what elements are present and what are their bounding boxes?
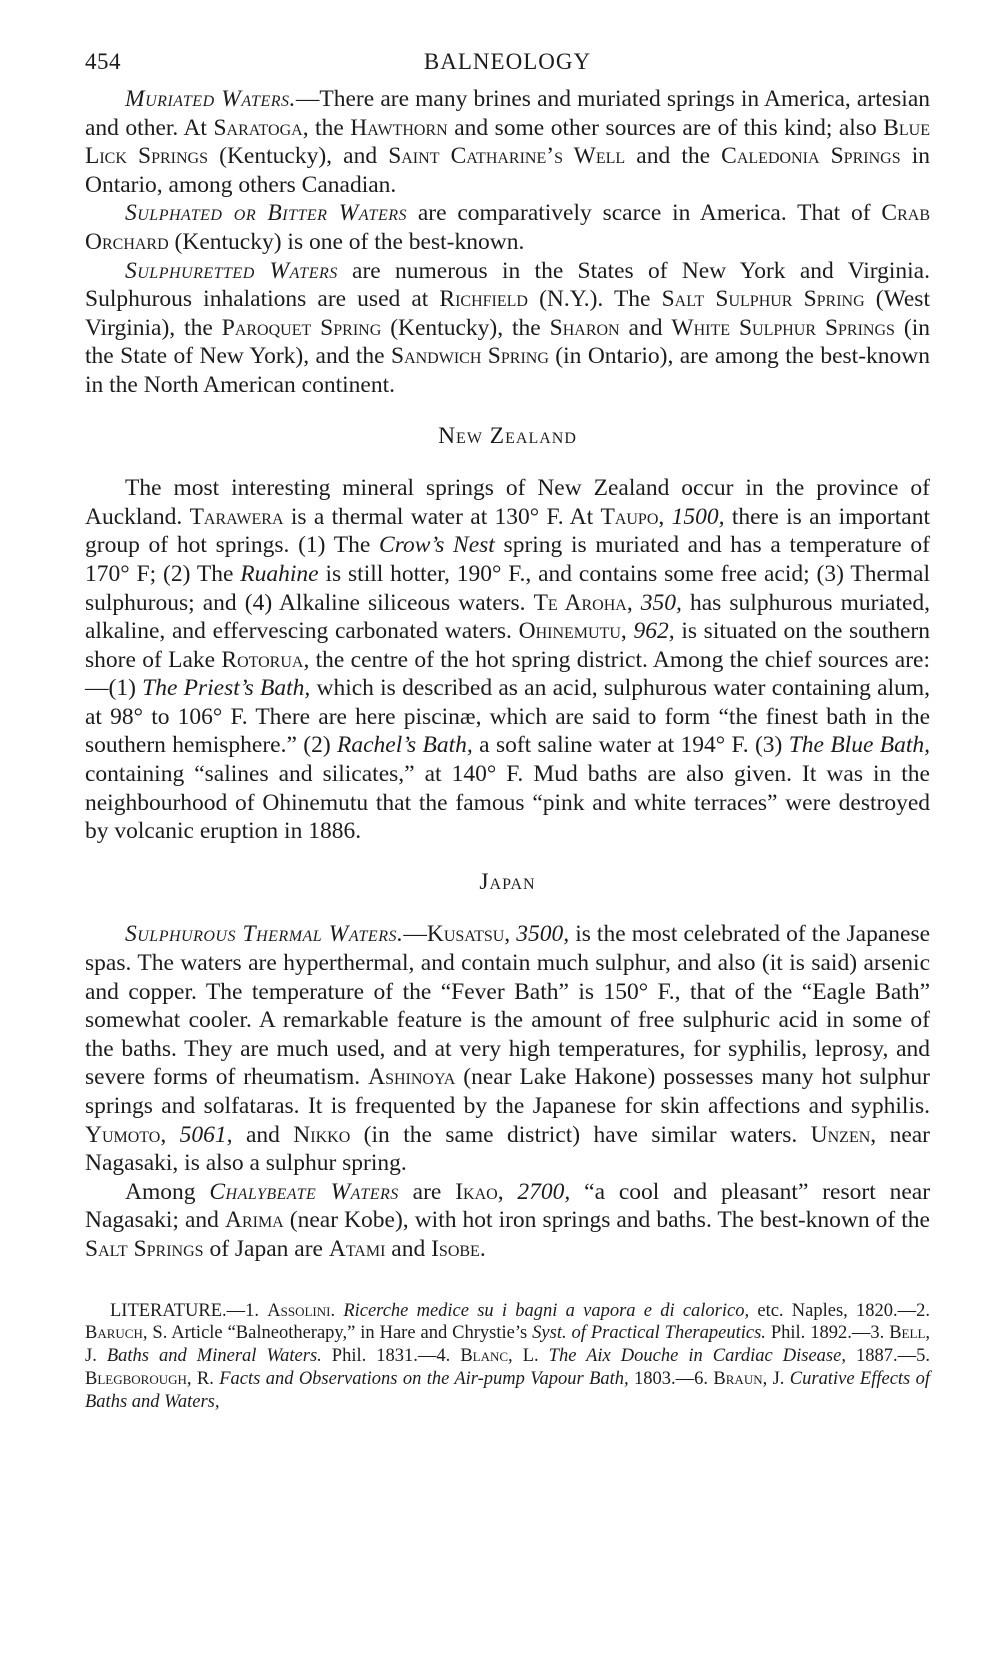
place-crab-orchard: Crab Orchard <box>85 200 930 255</box>
text-run: (near Kobe), with hot iron springs and baths. The best-known of the <box>283 1207 930 1234</box>
text-run: , <box>160 1121 180 1148</box>
place-white-sulphur-springs: White Sulphur Springs <box>671 314 895 341</box>
place-hawthorn: Hawthorn <box>350 114 448 141</box>
text-run: (in the same district) have similar waters. <box>350 1121 811 1148</box>
text-run: , <box>497 1178 518 1205</box>
title-blegborough: Facts and Observations on the Air-pump Vapour Bath, <box>219 1368 629 1389</box>
spring-blue-bath: The Blue Bath, <box>788 732 930 759</box>
text-run: are <box>398 1178 456 1205</box>
text-run: Article “Balneotherapy,” in Hare and Chrystie’s <box>167 1323 533 1344</box>
title-bell: Baths and Mineral Waters. <box>106 1346 322 1367</box>
text-run: (in Ontario), are among the best-known in the North American continent. <box>85 343 930 398</box>
section-heading-japan: Japan <box>479 868 536 895</box>
place-yumoto: Yumoto <box>85 1121 161 1148</box>
paragraph-muriated-waters <box>85 85 930 199</box>
title-assolini: Ricerche medice su i bagni a vapora e di calorico, <box>343 1300 750 1321</box>
text-run: . <box>479 1235 486 1262</box>
title-baruch: Syst. of Practical Therapeutics. <box>532 1323 766 1344</box>
paragraph-japan-chalybeate <box>85 1178 930 1264</box>
text-run: Phil. 1892.—3. <box>765 1323 890 1344</box>
place-te-aroha: Te Aroha <box>533 589 627 616</box>
place-saint-catharines-well: Saint Catharine’s Well <box>388 143 626 170</box>
place-blue-lick-springs: Blue Lick Springs <box>85 114 930 170</box>
running-title: BALNEOLOGY <box>423 49 592 74</box>
text-run: (Kentucky), the <box>381 314 550 341</box>
text-run: a soft saline water at 194° F. (3) <box>472 732 789 759</box>
place-saratoga: Saratoga <box>213 114 303 141</box>
title-blanc: The Aix Douche in Cardiac Disease, <box>548 1346 846 1367</box>
text-run: and the <box>625 143 722 170</box>
text-run: has sulphurous muriated, alkaline, and effervescing carbonated waters. <box>85 589 931 645</box>
spring-rachels-bath: Rachel’s Bath, <box>337 732 473 759</box>
text-run: (West Virginia), the <box>85 286 930 341</box>
literature-label: LITERATURE. <box>110 1300 227 1321</box>
author-blegborough: Blegborough, R. <box>85 1368 214 1389</box>
altitude-taupo: 1500, <box>671 503 725 530</box>
altitude-ikao: 2700, <box>517 1178 571 1205</box>
place-rotorua: Rotorua <box>221 646 304 673</box>
text-run: (Kentucky), and <box>208 143 389 170</box>
text-run: is a thermal water at 130° F. At <box>283 503 601 530</box>
lead-in-sulphated-waters: Sulphated or Bitter Waters <box>125 200 407 227</box>
author-bell: Bell, J. <box>85 1323 931 1367</box>
author-baruch: Baruch, S. <box>85 1323 168 1344</box>
text-run: — <box>403 921 427 948</box>
paragraph-new-zealand <box>85 474 930 846</box>
text-run: 1887.—5. <box>845 1346 930 1367</box>
text-run: , the centre of the hot spring district. Among the chief sources are:—(1) <box>85 646 930 702</box>
place-kusatsu: Kusatsu <box>426 921 505 948</box>
lead-in-chalybeate-waters: Chalybeate Waters <box>209 1178 399 1205</box>
text-run: etc. Naples, 1820.—2. <box>749 1300 931 1321</box>
text-run: Phil. 1831.—4. <box>321 1346 461 1367</box>
text-run: is the most celebrated of the Japanese spas. The waters are hyperthermal, and contain much sulphur, and also (it is said) arsenic and copper. The temperature of the “Fever Bath” is 150° F., that of the “Eagle Bath” somewhat cooler. A remarkable feature is the amount of free sulphuric acid in some of the baths. They are much used, and at very high temperatures, for syphilis, leprosy, and severe forms of rheumatism. <box>85 921 931 1091</box>
author-assolini: Assolini. <box>267 1300 336 1321</box>
text-run: spring is muriated and has a temperature of 170° F; (2) The <box>85 532 931 587</box>
text-run: , <box>658 503 672 530</box>
text-run: and <box>619 314 672 341</box>
literature-section <box>85 1300 930 1414</box>
place-isobe: Isobe <box>431 1235 480 1262</box>
altitude-yumoto: 5061, <box>179 1121 233 1148</box>
place-sharon: Sharon <box>549 314 620 341</box>
section-heading-new-zealand: New Zealand <box>438 422 577 449</box>
text-run: which is described as an acid, sulphurous water containing alum, at 98° to 106° F. There are here piscinæ, which are said to form “the finest bath in the southern hemisphere.” (2) <box>85 675 930 759</box>
place-tarawera: Tarawera <box>189 503 284 530</box>
place-ohinemutu: Ohinemutu <box>518 618 621 645</box>
text-run: and some other sources are of this kind; also <box>447 114 884 141</box>
place-sandwich-spring: Sandwich Spring <box>391 343 549 370</box>
place-taupo: Taupo <box>600 503 659 530</box>
text-run: is still hotter, 190° F., and contains some free acid; (3) Thermal sulphurous; and (4) Alkaline siliceous waters. <box>85 560 930 616</box>
text-run: 1803.—6. <box>628 1368 714 1389</box>
text-run: Among <box>125 1178 210 1205</box>
place-arima: Arima <box>224 1207 284 1234</box>
text-run: are comparatively scarce in America. That of <box>407 200 882 227</box>
text-run: is situated on the southern shore of Lake <box>85 618 930 673</box>
text-run: (near Lake Hakone) possesses many hot sulphur springs and solfataras. It is frequented by the Japanese for skin affections and syphilis. <box>85 1064 930 1119</box>
text-run: (in the State of New York), and the <box>85 314 930 370</box>
place-atami: Atami <box>328 1235 386 1262</box>
text-run <box>539 1346 549 1366</box>
place-caledonia-springs: Caledonia Springs <box>721 143 901 170</box>
text-run: The most interesting mineral springs of New Zealand occur in the province of Auckland. <box>85 475 930 530</box>
text-run: , <box>620 618 634 645</box>
literature-paragraph <box>85 1300 930 1414</box>
text-run: , the <box>302 114 351 141</box>
altitude-te-aroha: 350, <box>640 589 682 616</box>
paragraph-sulphated-waters <box>85 199 930 256</box>
text-run: there is an important group of hot springs. (1) The <box>85 503 930 559</box>
text-run: —1. <box>226 1300 268 1321</box>
place-nikko: Nikko <box>293 1121 351 1148</box>
text-run: are numerous in the States of New York and Virginia. Sulphurous inhalations are used at <box>85 257 930 313</box>
text-run <box>97 1346 107 1366</box>
page-number: 454 <box>85 49 121 74</box>
place-paroquet-spring: Paroquet Spring <box>221 314 382 341</box>
text-run: “a cool and pleasant” resort near Nagasaki; and <box>85 1178 931 1234</box>
spring-crows-nest: Crow’s Nest <box>379 532 495 559</box>
lead-in-muriated-waters: Muriated Waters. <box>125 86 296 112</box>
place-ashinoya: Ashinoya <box>368 1064 456 1091</box>
author-braun: Braun, J. <box>713 1368 785 1389</box>
text-run: of Japan are <box>203 1235 329 1262</box>
place-unzen: Unzen <box>810 1121 871 1148</box>
text-run: in Ontario, among others Canadian. <box>85 143 930 198</box>
text-run: , <box>504 921 517 948</box>
place-salt-springs: Salt Springs <box>85 1235 204 1262</box>
text-run: —There are many brines and muriated springs in America, artesian and other. At <box>85 86 931 141</box>
lead-in-sulphuretted-waters: Sulphuretted Waters <box>125 257 338 284</box>
altitude-ohinemutu: 962, <box>633 618 675 645</box>
text-run: containing “salines and silicates,” at 140° F. Mud baths are also given. It was in the neighbourhood of Ohinemutu that the famous “pink and white terraces” were destroyed by volcanic eruption in 1886. <box>85 761 930 845</box>
text-run: (N.Y.). The <box>527 286 662 313</box>
spring-ruahine: Ruahine <box>240 560 319 587</box>
place-salt-sulphur-spring: Salt Sulphur Spring <box>661 286 865 313</box>
running-head <box>85 45 930 85</box>
text-run: (Kentucky) is one of the best-known. <box>168 228 525 255</box>
place-richfield: Richfield <box>439 286 528 313</box>
place-ikao: Ikao <box>455 1178 498 1205</box>
title-braun: Curative Effects of Baths and Waters, <box>85 1368 931 1412</box>
text-run: , <box>626 589 641 616</box>
altitude-kusatsu: 3500, <box>516 921 570 948</box>
text-run: , near Nagasaki, is also a sulphur spring. <box>85 1121 931 1177</box>
author-blanc: Blanc, L. <box>460 1346 539 1367</box>
paragraph-japan-sulphurous <box>85 920 930 1177</box>
text-run: and <box>232 1121 294 1148</box>
text-run: and <box>385 1235 432 1262</box>
spring-priests-bath: The Priest’s Bath, <box>142 675 311 702</box>
lead-in-sulphurous-thermal-waters: Sulphurous Thermal Waters. <box>125 921 404 948</box>
body-text <box>85 85 930 1264</box>
paragraph-sulphuretted-waters <box>85 257 930 400</box>
